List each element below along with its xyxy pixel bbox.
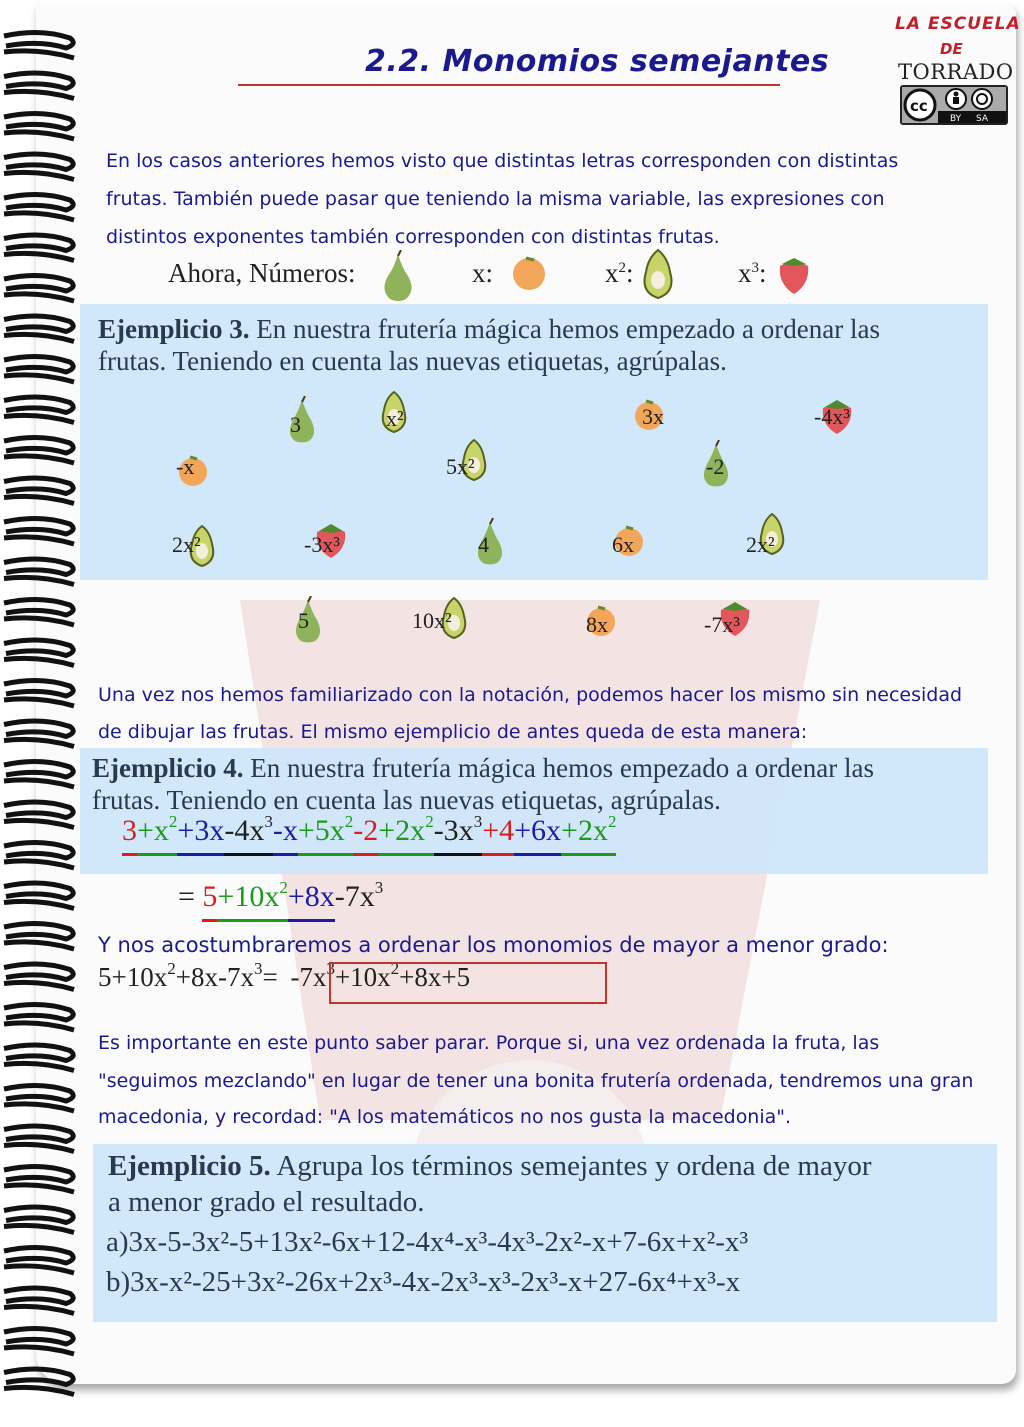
important-line-1: Es importante en este punto saber parar. Porque si, una vez ordenada la fruta, las [98, 1032, 880, 1054]
ejemplicio-3-text: Ejemplicio 3. En nuestra frutería mágica hemos empezado a ordenar las [98, 314, 880, 344]
spiral-ring [4, 923, 74, 949]
fruit-label: 8x [586, 612, 608, 637]
spiral-ring [4, 1207, 74, 1233]
ejemplicio-4-text: Ejemplicio 4. En nuestra frutería mágica hemos empezado a ordenar las [92, 753, 874, 783]
spiral-ring [4, 356, 74, 382]
ejemplicio-5-part-a: a)3x-5-3x²-5+13x²-6x+12-4x⁴-x³-4x³-2x²-x+7-6x+x²-x³ [106, 1226, 749, 1258]
fruit-label: 2x² [746, 532, 775, 557]
spiral-binding [0, 0, 80, 1427]
ejemplicio-5-text-2: a menor grado el resultado. [108, 1186, 425, 1218]
spiral-ring [4, 113, 74, 139]
legend-x3-label: $x^3$: [738, 258, 767, 288]
spiral-ring [4, 73, 74, 99]
logo-text-escuela: LA ESCUELA [895, 14, 1021, 34]
fruit-label: 4 [478, 532, 489, 557]
spiral-ring [4, 1288, 74, 1314]
spiral-ring [4, 1166, 74, 1192]
spiral-ring [4, 802, 74, 828]
ejemplicio-5-text: Ejemplicio 5. Agrupa los términos semejantes y ordena de mayor [108, 1150, 872, 1182]
fruit-label: 5x² [446, 454, 475, 479]
spiral-ring [4, 194, 74, 220]
spiral-ring [4, 1369, 74, 1395]
spiral-ring [4, 275, 74, 301]
spiral-ring [4, 599, 74, 625]
logo-text-torrado: TORRADO [898, 60, 1014, 84]
svg-text:SA: SA [976, 114, 989, 123]
fruit-label: 3 [290, 412, 301, 437]
avocado-icon [638, 248, 678, 300]
orange-icon [510, 254, 548, 292]
spiral-ring [4, 842, 74, 868]
answer-box [329, 962, 607, 1004]
fruit-label: -x [176, 454, 195, 479]
fruit-label: x² [386, 406, 404, 431]
fruit-label: -2 [706, 454, 725, 479]
fruit-label: -3x³ [304, 532, 340, 557]
ejemplicio-4-text-2: frutas. Teniendo en cuenta las nuevas etiquetas, agrúpalas. [92, 785, 721, 815]
spiral-ring [4, 316, 74, 342]
intro-line-2: frutas. También puede pasar que teniendo la misma variable, las expresiones con [106, 188, 885, 210]
spiral-ring [4, 680, 74, 706]
svg-text:cc: cc [910, 97, 928, 115]
spiral-ring [4, 1085, 74, 1111]
spiral-ring [4, 964, 74, 990]
spiral-ring [4, 761, 74, 787]
legend-x-label: x: [472, 258, 494, 288]
fruit-label: 5 [298, 608, 309, 633]
svg-text:BY: BY [950, 114, 962, 123]
logo-text-de: DE [940, 40, 963, 58]
spiral-ring [4, 1045, 74, 1071]
ejemplicio-3-text-2: frutas. Teniendo en cuenta las nuevas etiquetas, agrúpalas. [98, 346, 727, 376]
fruit-label: 3x [642, 404, 664, 429]
important-line-2: "seguimos mezclando" en lugar de tener una bonita frutería ordenada, tendremos una gran [98, 1070, 974, 1092]
pear-icon [380, 250, 416, 302]
title-underline [238, 84, 780, 86]
ejemplicio-5-part-b: b)3x-x²-25+3x²-26x+2x³-4x-2x³-x³-2x³-x+27-6x⁴+x³-x [106, 1266, 741, 1298]
spiral-ring [4, 518, 74, 544]
intro-line-1: En los casos anteriores hemos visto que distintas letras corresponden con distintas [106, 150, 899, 172]
important-line-3: macedonia, y recordad: "A los matemáticos no nos gusta la macedonia". [98, 1106, 792, 1128]
legend-numbers-label: Ahora, Números: [168, 258, 356, 288]
spiral-ring [4, 1328, 74, 1354]
spiral-ring [4, 154, 74, 180]
cc-license-badge [900, 85, 1008, 125]
spiral-ring [4, 640, 74, 666]
spiral-ring [4, 1247, 74, 1273]
spiral-ring [4, 32, 74, 58]
fruit-label: 2x² [172, 532, 201, 557]
page-title: 2.2. Monomios semejantes [365, 44, 830, 79]
transition-line-2: de dibujar las frutas. El mismo ejemplicio de antes queda de esta manera: [98, 721, 808, 743]
spiral-ring [4, 235, 74, 261]
spiral-ring [4, 1004, 74, 1030]
strawberry-icon [776, 254, 812, 296]
spiral-ring [4, 397, 74, 423]
sa-icon [972, 89, 992, 109]
ejemplicio-4-result: = $5+10x^2+8x-7x^3$ [178, 878, 384, 913]
legend-x2-label: $x^2$: [605, 258, 634, 288]
spiral-ring [4, 559, 74, 585]
spiral-ring [4, 437, 74, 463]
spiral-ring [4, 883, 74, 909]
ordering-expression: $5+10x^2+8x-7x^3= -7x^3+10x^2+8x+5$ [98, 959, 471, 992]
spiral-ring [4, 721, 74, 747]
intro-line-3: distintos exponentes también corresponden con distintas frutas. [106, 226, 720, 248]
ejemplicio-4-expression: $3+x^2+3x-4x^3-x+5x^2-2+2x^2-3x^3+4+6x+2x^2$ [122, 812, 617, 847]
spiral-ring [4, 1126, 74, 1152]
fruit-label: 10x² [412, 608, 452, 633]
ordering-text: Y nos acostumbraremos a ordenar los monomios de mayor a menor grado: [98, 933, 889, 957]
fruit-label: -4x³ [814, 404, 850, 429]
spiral-ring [4, 478, 74, 504]
fruit-label: 6x [612, 532, 634, 557]
transition-line-1: Una vez nos hemos familiarizado con la notación, podemos hacer los mismo sin necesidad [98, 684, 963, 706]
fruit-label: -7x³ [704, 612, 740, 637]
